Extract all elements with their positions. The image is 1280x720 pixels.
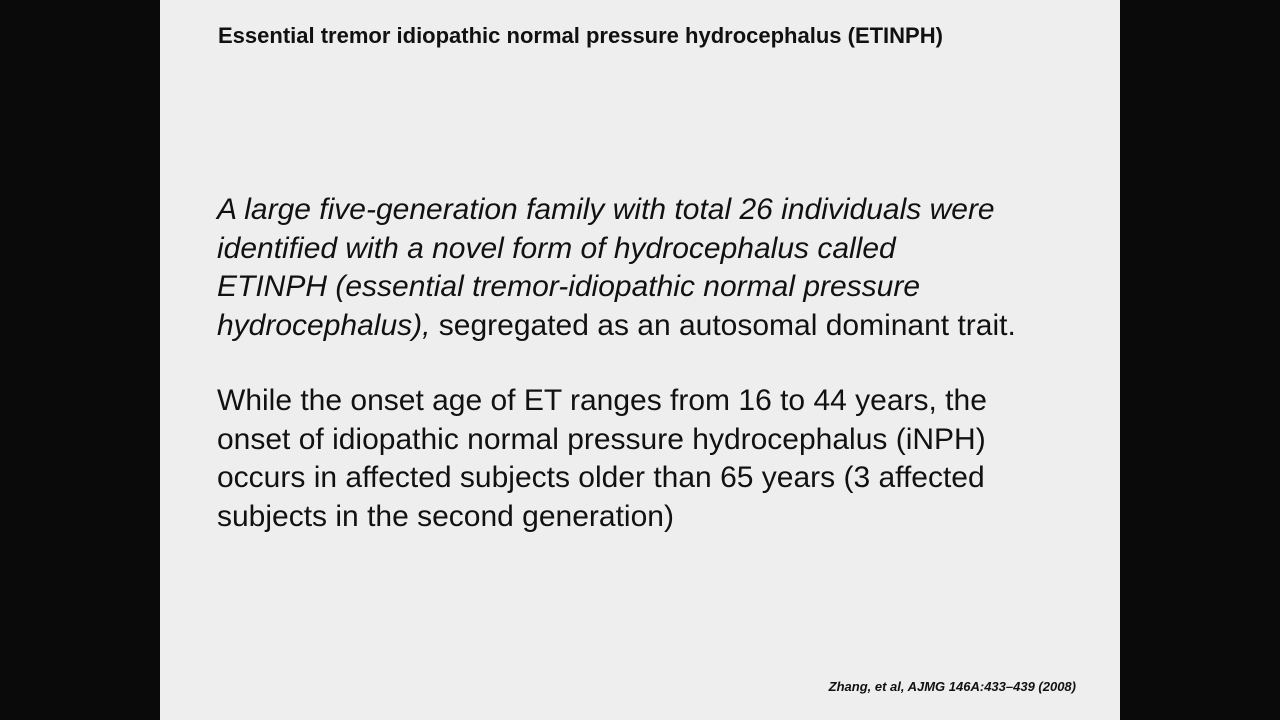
- paragraph-onset-description: [217, 382, 987, 536]
- paragraph-line: ETINPH (essential tremor-idiopathic normal pressure: [217, 270, 921, 303]
- paragraph-line-regular-part: segregated as an autosomal dominant trait.: [430, 308, 1016, 342]
- slide-title: Essential tremor idiopathic normal pressure hydrocephalus (ETINPH): [218, 23, 943, 48]
- paragraph-line: occurs in affected subjects older than 65 years (3 affected: [217, 461, 985, 494]
- paragraph-line: subjects in the second generation): [217, 499, 674, 533]
- paragraph-line: onset of idiopathic normal pressure hydrocephalus (iNPH): [217, 422, 986, 456]
- paragraph-line: [217, 307, 1016, 346]
- paragraph-line-italic-part: hydrocephalus),: [217, 308, 431, 342]
- paragraph-line: While the onset age of ET ranges from 16 to 44 years, the: [217, 384, 987, 417]
- citation-reference: Zhang, et al, AJMG 146A:433–439 (2008): [828, 679, 1076, 694]
- paragraph-line: A large five-generation family with total 26 individuals were: [217, 193, 995, 226]
- paragraph-line: identified with a novel form of hydrocephalus called: [217, 231, 896, 265]
- paragraph-family-description: [217, 191, 1016, 345]
- presentation-slide: [160, 0, 1120, 720]
